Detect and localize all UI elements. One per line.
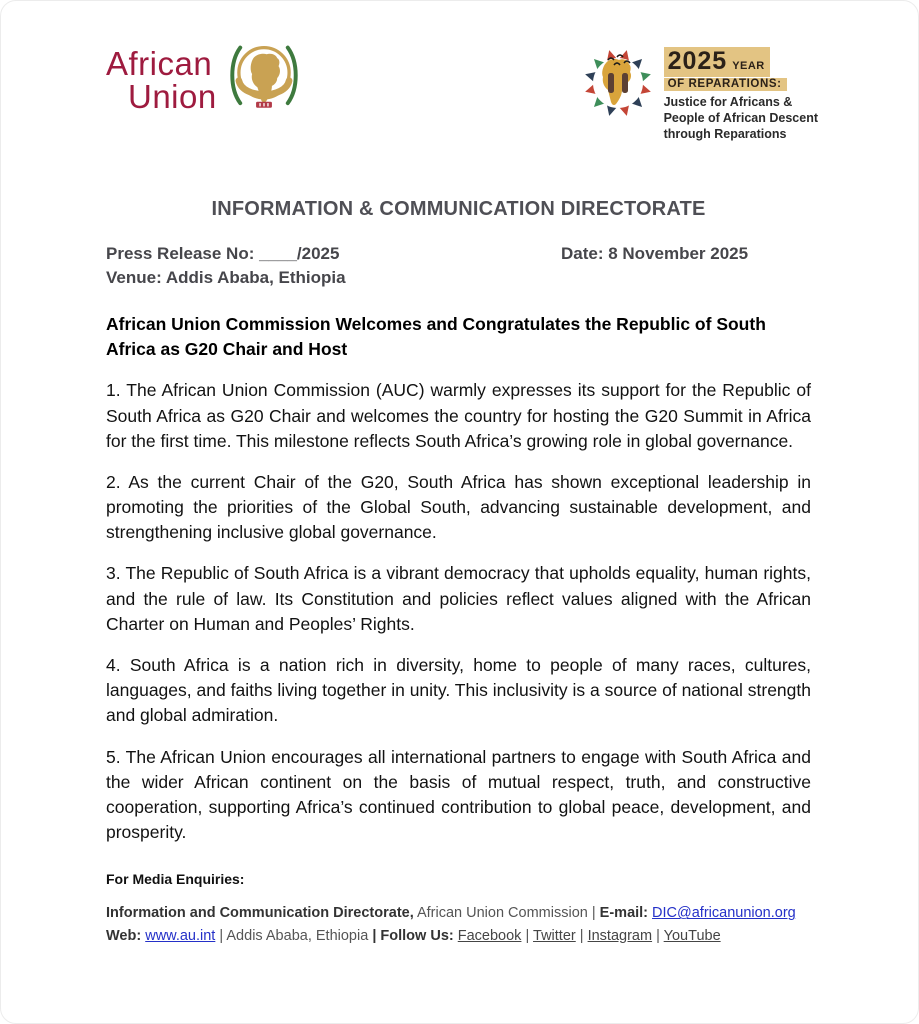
commission-name: African Union Commission: [416, 905, 588, 922]
page-header: [1, 1, 918, 142]
reparations-year: 2025: [667, 47, 728, 75]
youtube-link[interactable]: YouTube: [663, 927, 721, 944]
reparations-subtitle: OF REPARATIONS:: [664, 78, 787, 91]
paragraph-2: 2. As the current Chair of the G20, South Africa has shown exceptional leadership in promoting the priorities of the Global South, advancing sustainable development, and strengthening inclusive global governance.: [106, 471, 811, 543]
media-enquiries-heading: For Media Enquiries:: [106, 871, 245, 888]
separator: |: [525, 927, 530, 944]
reparations-tagline-line2: People of African Descent: [663, 111, 818, 125]
contact-footer: [106, 902, 811, 947]
separator: |: [372, 927, 377, 944]
au-wordmark-line2: Union: [128, 77, 217, 115]
reparations-logo-text: [664, 47, 818, 142]
reparations-tagline-line3: through Reparations: [663, 127, 787, 141]
separator: |: [591, 905, 596, 922]
paragraph-1: 1. The African Union Commission (AUC) warmly expresses its support for the Republic of South Africa as G20 Chair and welcomes the country for hosting the G20 Summit in Africa for the first time. This milestone reflects South Africa’s growing role in global governance.: [106, 380, 811, 451]
african-union-logo: [106, 41, 305, 120]
reparations-tagline-line1: Justice for Africans &: [663, 95, 793, 109]
press-release-number: Press Release No: ____/2025: [106, 244, 340, 263]
reparations-2025-logo: [582, 47, 818, 142]
article-body: [106, 378, 811, 845]
reparations-emblem-icon: [582, 47, 654, 124]
au-wordmark-line1: African: [106, 45, 213, 83]
meta-row-1: [106, 242, 811, 266]
reparations-tagline: [664, 94, 818, 142]
separator: |: [579, 927, 584, 944]
email-label: E-mail:: [599, 905, 649, 922]
website-link[interactable]: www.au.int: [145, 927, 216, 944]
press-release-venue: Venue: Addis Ababa, Ethiopia: [106, 267, 346, 287]
twitter-link[interactable]: Twitter: [533, 927, 576, 944]
directorate-title: INFORMATION & COMMUNICATION DIRECTORATE: [211, 198, 706, 220]
document-content: [1, 198, 918, 947]
press-release-date: Date: 8 November 2025: [561, 244, 749, 263]
follow-us-label: Follow Us:: [380, 927, 454, 944]
press-release-meta: [106, 242, 811, 290]
address-text: Addis Ababa, Ethiopia: [226, 927, 369, 944]
reparations-year-row: [664, 47, 770, 77]
article-headline: African Union Commission Welcomes and Congratulates the Republic of South Africa as G20 Chair and Host: [106, 313, 766, 359]
web-label: Web:: [106, 927, 142, 944]
separator: |: [656, 927, 660, 944]
facebook-link[interactable]: Facebook: [457, 927, 522, 944]
african-union-emblem-icon: [223, 41, 305, 120]
directorate-name: Information and Communication Directorate,: [106, 905, 414, 922]
paragraph-5: 5. The African Union encourages all international partners to engage with South Africa and the wider African continent on the basis of mutual respect, truth, and constructive cooperation, supporting Africa’s continued contribution to global peace, development, and prosperity.: [106, 746, 811, 843]
reparations-year-suffix: YEAR: [732, 60, 765, 72]
paragraph-4: 4. South Africa is a nation rich in diversity, home to people of many races, cultures, languages, and faiths living together in unity. This inclusivity is a source of national strength and global admiration.: [106, 655, 811, 726]
african-union-wordmark: [106, 45, 217, 115]
paragraph-3: 3. The Republic of South Africa is a vibrant democracy that upholds equality, human rights, and the rule of law. Its Constitution and policies reflect values aligned with the African Charter on Human and Peoples’ Rights.: [106, 563, 811, 634]
email-link[interactable]: DIC@africanunion.org: [652, 905, 796, 922]
instagram-link[interactable]: Instagram: [587, 927, 653, 944]
separator: |: [219, 927, 224, 944]
meta-row-2: [106, 266, 811, 290]
